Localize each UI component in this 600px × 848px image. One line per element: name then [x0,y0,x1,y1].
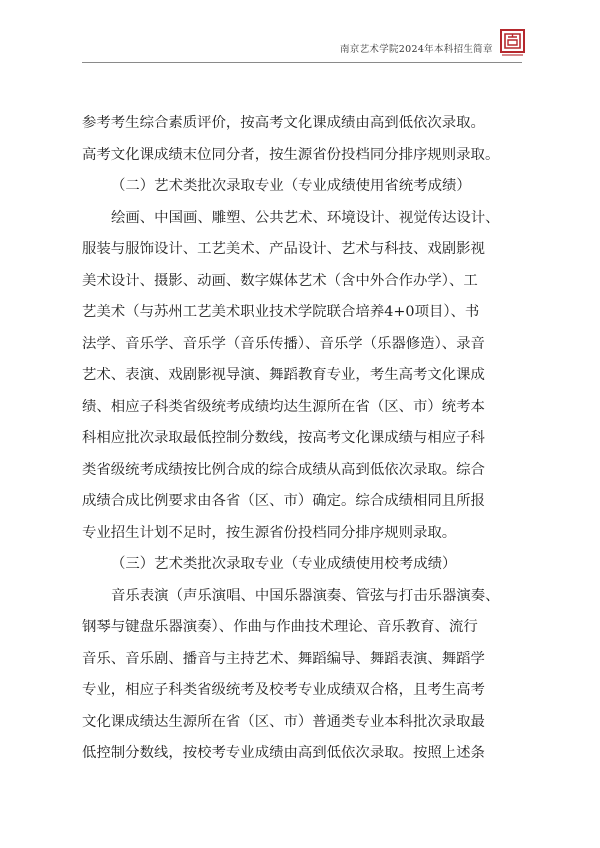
paragraph-line: 艺美术（与苏州工艺美术职业技术学院联合培养4+0项目）、书 [82,304,480,320]
paragraph-line: 绩、相应子科类省级统考成绩均达生源所在省（区、市）统考本 [82,398,485,415]
paragraph-line: 音乐、音乐剧、播音与主持艺术、舞蹈编导、舞蹈表演、舞蹈学 [82,650,485,667]
paragraph-line: 钢琴与键盘乐器演奏）、作曲与作曲技术理论、音乐教育、流行 [82,619,478,635]
nanjing-arts-seal-logo-icon [500,29,525,59]
paragraph-line: 成绩合成比例要求由各省（区、市）确定。综合成绩相同且所报 [82,493,485,509]
paragraph-line: 音乐表演（声乐演唱、中国乐器演奏、管弦与打击乐器演奏、 [111,587,500,604]
paragraph-line: 法学、音乐学、音乐学（音乐传播）、音乐学（乐器修造）、录音 [82,335,485,352]
section-heading-3: （三）艺术类批次录取专业（专业成绩使用校考成绩） [111,556,457,572]
paragraph-line: 文化课成绩达生源所在省（区、市）普通类专业本科批次录取最 [82,713,485,730]
paragraph-line: 服装与服饰设计、工艺美术、产品设计、艺术与科技、戏剧影视 [82,241,485,257]
paragraph-line: 科相应批次录取最低控制分数线，按高考文化课成绩与相应子科 [82,430,485,446]
paragraph-line: 美术设计、摄影、动画、数字媒体艺术（含中外合作办学）、工 [82,272,478,289]
paragraph-line: 专业招生计划不足时，按生源省份投档同分排序规则录取。 [82,524,457,541]
paragraph-line: 绘画、中国画、雕塑、公共艺术、环境设计、视觉传达设计、 [111,209,500,226]
header-divider [82,62,522,63]
paragraph-line: 艺术、表演、戏剧影视导演、舞蹈教育专业，考生高考文化课成 [82,367,485,383]
paragraph-line: 低控制分数线，按校考专业成绩由高到低依次录取。按照上述条 [82,745,485,761]
header-title: 南京艺术学院2024年本科招生简章 [340,44,493,55]
section-heading-2: （二）艺术类批次录取专业（专业成绩使用省统考成绩） [111,178,471,194]
document-body [82,108,522,770]
paragraph-line: 类省级统考成绩按比例合成的综合成绩从高到低依次录取。综合 [82,461,485,478]
paragraph-line: 参考考生综合素质评价，按高考文化课成绩由高到低依次录取。 [82,115,485,131]
paragraph-line: 专业，相应子科类省级统考及校考专业成绩双合格，且考生高考 [82,682,485,698]
paragraph-line: 高考文化课成绩末位同分者，按生源省份投档同分排序规则录取。 [82,146,500,163]
